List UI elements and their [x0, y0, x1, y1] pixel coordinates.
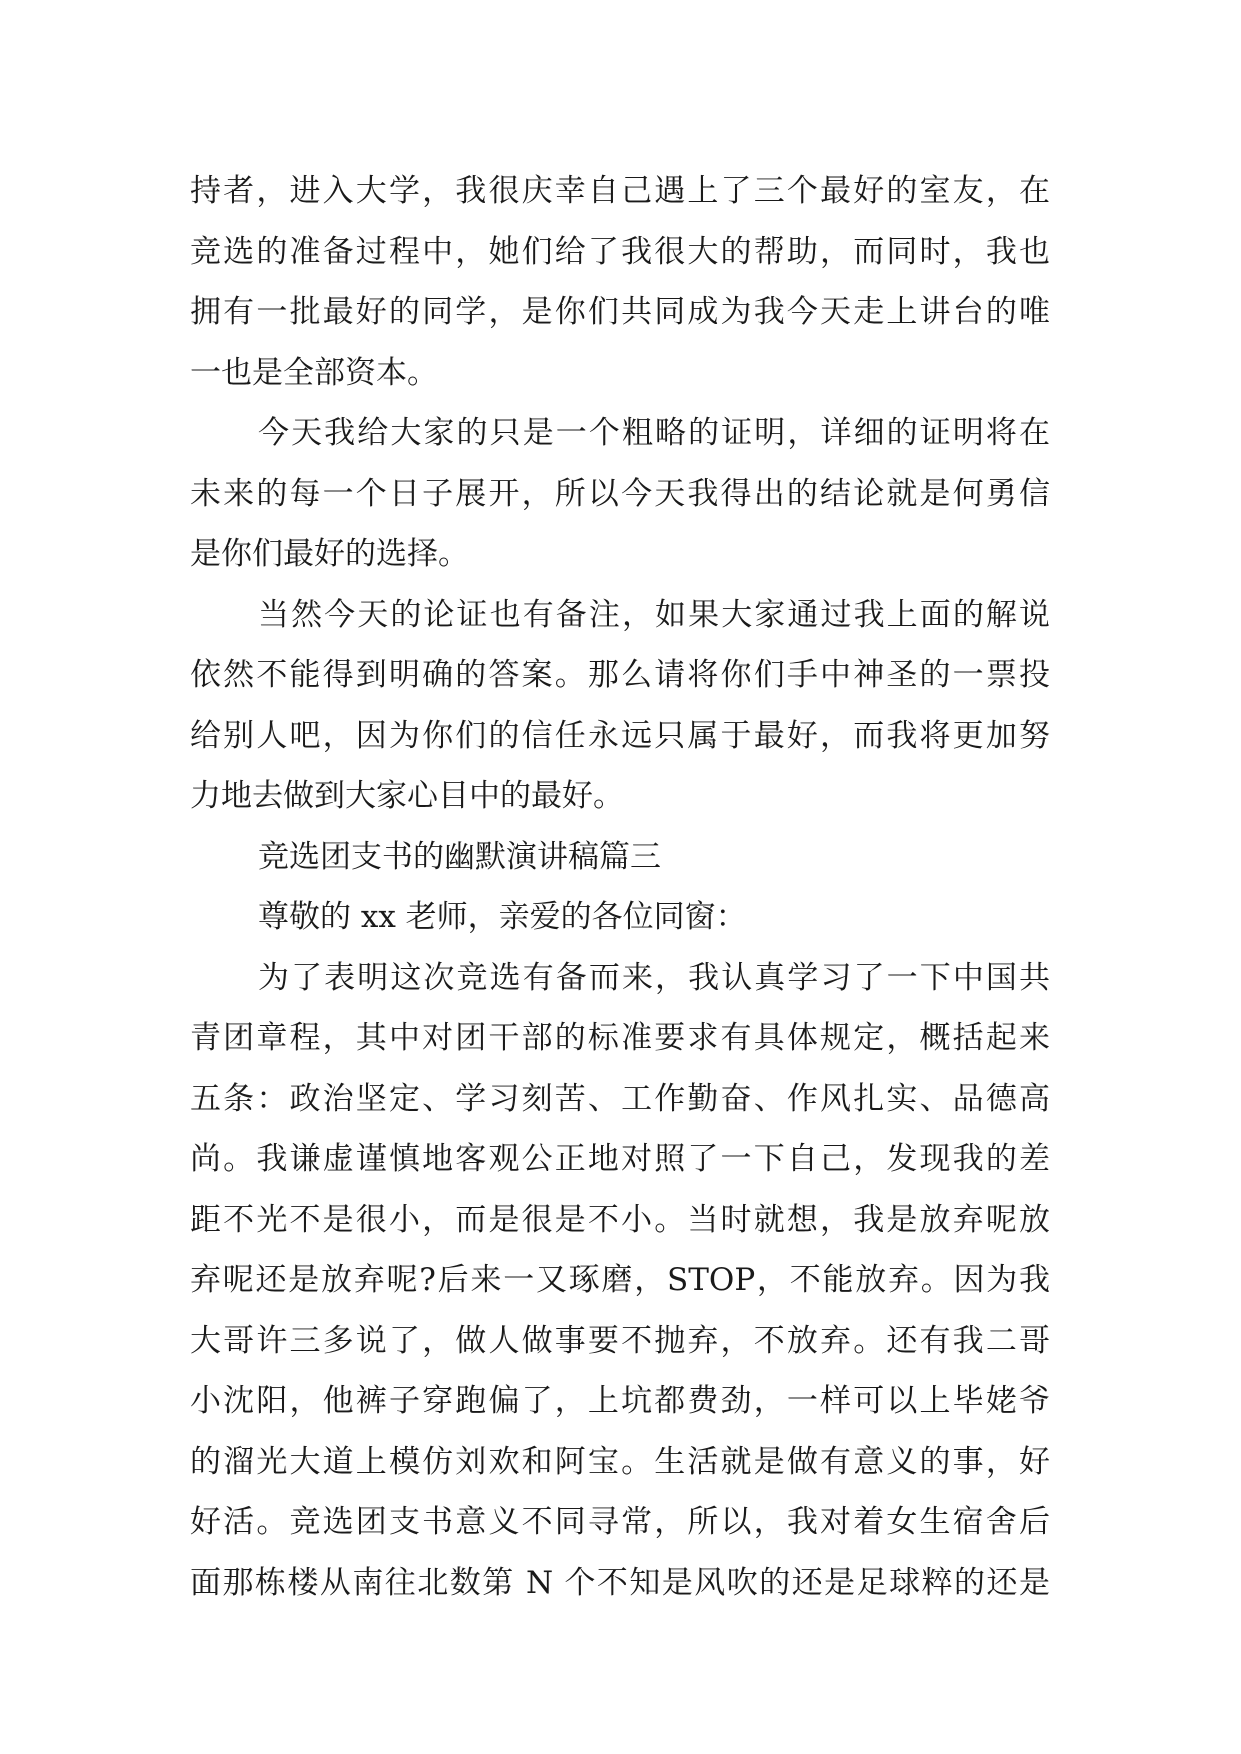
text-line: 竞选的准备过程中，她们给了我很大的帮助，而同时，我也 — [190, 233, 1050, 270]
text-line: 弃呢还是放弃呢?后来一又琢磨，STOP，不能放弃。因为我 — [190, 1262, 1050, 1298]
text-line: 一也是全部资本。 — [190, 354, 438, 391]
text-line: 的溜光大道上模仿刘欢和阿宝。生活就是做有意义的事，好 — [190, 1443, 1050, 1480]
text-line: 持者，进入大学，我很庆幸自己遇上了三个最好的室友，在 — [190, 173, 1050, 209]
text-line: 依然不能得到明确的答案。那么请将你们手中神圣的一票投 — [190, 657, 1050, 693]
section-heading: 竞选团支书的幽默演讲稿篇三 — [258, 838, 661, 875]
text-line: 当然今天的论证也有备注，如果大家通过我上面的解说 — [258, 596, 1050, 633]
salutation: 尊敬的 xx 老师，亲爱的各位同窗： — [258, 899, 747, 935]
text-line: 大哥许三多说了，做人做事要不抛弃，不放弃。还有我二哥 — [190, 1322, 1050, 1359]
document-body — [190, 161, 1050, 1613]
text-line: 好活。竞选团支书意义不同寻常，所以，我对着女生宿舍后 — [190, 1504, 1050, 1540]
text-line: 小沈阳，他裤子穿跑偏了，上坑都费劲，一样可以上毕姥爷 — [190, 1383, 1050, 1419]
text-line: 拥有一批最好的同学，是你们共同成为我今天走上讲台的唯 — [190, 294, 1050, 330]
text-line: 距不光不是很小，而是很是不小。当时就想，我是放弃呢放 — [190, 1201, 1050, 1238]
text-line: 力地去做到大家心目中的最好。 — [190, 778, 624, 814]
text-line: 未来的每一个日子展开，所以今天我得出的结论就是何勇信 — [190, 475, 1050, 512]
text-line: 给别人吧，因为你们的信任永远只属于最好，而我将更加努 — [190, 717, 1050, 754]
text-line: 青团章程，其中对团干部的标准要求有具体规定，概括起来 — [190, 1020, 1050, 1056]
text-line: 尚。我谦虚谨慎地客观公正地对照了一下自己，发现我的差 — [190, 1141, 1050, 1177]
text-line: 面那栋楼从南往北数第 N 个不知是风吹的还是足球粹的还是 — [190, 1564, 1050, 1601]
text-line: 五条：政治坚定、学习刻苦、工作勤奋、作风扎实、品德高 — [190, 1080, 1050, 1117]
text-line: 为了表明这次竞选有备而来，我认真学习了一下中国共 — [258, 959, 1050, 996]
text-line: 今天我给大家的只是一个粗略的证明，详细的证明将在 — [258, 415, 1050, 451]
text-line: 是你们最好的选择。 — [190, 536, 469, 572]
